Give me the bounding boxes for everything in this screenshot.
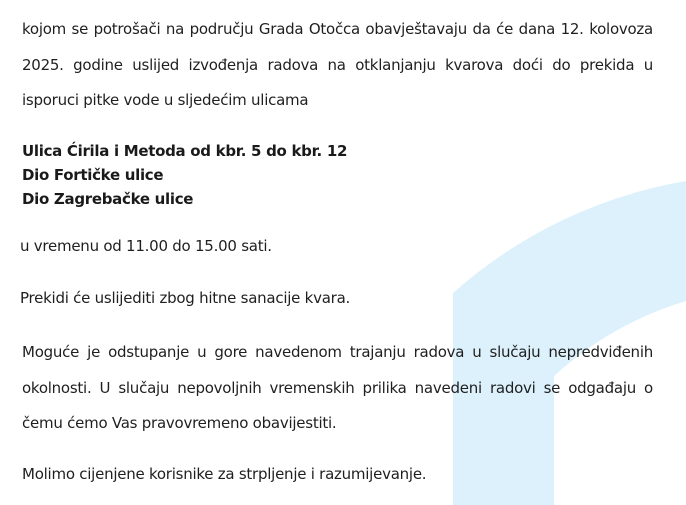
street-item: Dio Fortičke ulice (22, 166, 164, 184)
reason-paragraph: Prekidi će uslijediti zbog hitne sanacije kvara. (20, 289, 351, 307)
closing-paragraph: Molimo cijenjene korisnike za strpljenje i razumijevanje. (22, 465, 427, 483)
street-item: Dio Zagrebačke ulice (22, 190, 194, 208)
street-item: Ulica Ćirila i Metoda od kbr. 5 do kbr. 12 (22, 142, 348, 160)
intro-paragraph: kojom se potrošači na području Grada Otočca obavještavaju da će dana 12. kolovoza 2025. godine uslijed izvođenja radova na otklanjanju kvarova doći do prekida u isporuci pitke vode u sljedećim ulicama (22, 20, 653, 109)
street-list (22, 139, 347, 211)
time-paragraph: u vremenu od 11.00 do 15.00 sati. (20, 237, 272, 255)
deviation-paragraph: Moguće je odstupanje u gore navedenom trajanju radova u slučaju nepredviđenih okolnosti. U slučaju nepovoljnih vremenskih prilika navedeni radovi se odgađaju o čemu ćemo Vas pravovremeno obavijestiti. (22, 343, 653, 432)
